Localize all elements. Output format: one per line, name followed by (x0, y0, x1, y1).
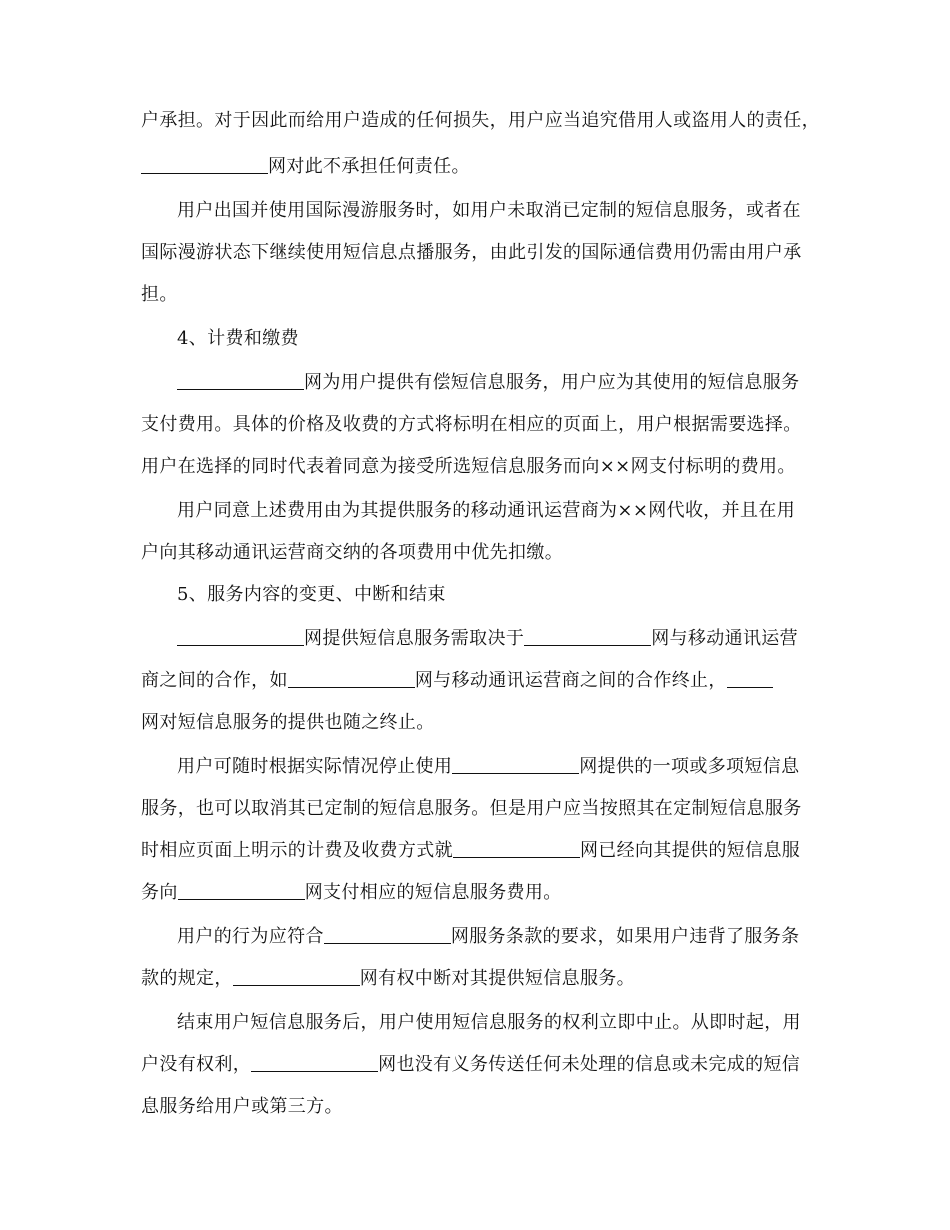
text-line (141, 792, 816, 826)
text-line (177, 622, 816, 656)
text-line (141, 876, 816, 910)
text-line (177, 494, 816, 528)
line-text: 支付费用。具体的价格及收费的方式将标明在相应的页面上，用户根据需要选择。 (141, 414, 802, 435)
line-text: 时相应页面上明示的计费及收费方式就 (141, 840, 453, 861)
line-text: 网与移动通讯运营 (651, 628, 799, 649)
line-text: 用户的行为应符合 (177, 926, 324, 947)
line-text: 国际漫游状态下继续使用短信息点播服务，由此引发的国际通信费用仍需由用户承 (141, 242, 802, 263)
text-line (177, 750, 816, 784)
text-line (177, 366, 816, 400)
fill-in-blank (251, 1049, 378, 1072)
text-line (177, 194, 816, 228)
line-text: 网提供短信息服务需取决于 (304, 628, 525, 649)
fill-in-blank (141, 151, 268, 174)
text-line (141, 536, 816, 570)
text-line (141, 1090, 816, 1124)
fill-in-blank (727, 665, 773, 688)
heading-text: 5、服务内容的变更、中断和结束 (177, 584, 446, 605)
fill-in-blank (177, 367, 304, 390)
text-line (141, 962, 816, 996)
fill-in-blank (524, 623, 651, 646)
line-text: 户向其移动通讯运营商交纳的各项费用中优先扣缴。 (141, 542, 564, 563)
line-text: 网已经向其提供的短信息服 (579, 840, 801, 861)
line-text: 网支付相应的短信息服务费用。 (304, 882, 562, 903)
fill-in-blank (178, 877, 305, 900)
text-line (141, 278, 816, 312)
text-line (141, 1048, 816, 1082)
text-line (177, 920, 816, 954)
fill-in-blank (452, 751, 579, 774)
line-text: 服务，也可以取消其已定制的短信息服务。但是用户应当按照其在定制短信息服务 (141, 798, 802, 819)
line-text: 网对短信息服务的提供也随之终止。 (141, 712, 435, 733)
text-line (141, 408, 816, 442)
line-text: 网服务条款的要求，如果用户违背了服务条 (450, 926, 800, 947)
text-line (141, 706, 816, 740)
fill-in-blank (177, 623, 304, 646)
line-text: 用户在选择的同时代表着同意为接受所选短信息服务而向××网支付标明的费用。 (141, 456, 796, 477)
line-text: 网对此不承担任何责任。 (268, 156, 470, 177)
line-text: 用户可随时根据实际情况停止使用 (177, 756, 453, 777)
line-text: 网提供的一项或多项短信息 (579, 756, 800, 777)
line-text: 户没有权利， (141, 1054, 252, 1075)
line-text: 网与移动通讯运营商之间的合作终止， (414, 670, 727, 691)
fill-in-blank (324, 921, 451, 944)
text-line (141, 150, 816, 184)
fill-in-blank (233, 963, 360, 986)
line-text: 网有权中断对其提供短信息服务。 (359, 968, 635, 989)
heading-text: 4、计费和缴费 (177, 328, 299, 349)
line-text: 用户出国并使用国际漫游服务时，如用户未取消已定制的短信息服务，或者在 (177, 200, 801, 221)
text-line (141, 104, 820, 138)
line-text: 担。 (141, 284, 178, 305)
line-text: 用户同意上述费用由为其提供服务的移动通讯运营商为××网代收，并且在用 (177, 500, 796, 521)
line-text: 商之间的合作，如 (141, 670, 288, 691)
text-line (141, 834, 816, 868)
line-text: 网也没有义务传送任何未处理的信息或未完成的短信 (378, 1054, 801, 1075)
line-text: 网为用户提供有偿短信息服务，用户应为其使用的短信息服务 (304, 372, 800, 393)
section-heading (177, 322, 816, 356)
fill-in-blank (453, 835, 580, 858)
fill-in-blank (288, 665, 415, 688)
line-text: 款的规定， (141, 968, 233, 989)
section-heading (177, 578, 816, 612)
line-text: 户承担。对于因此而给用户造成的任何损失，用户应当追究借用人或盗用人的责任， (141, 110, 820, 131)
line-text: 务向 (141, 882, 178, 903)
line-text: 息服务给用户或第三方。 (141, 1096, 343, 1117)
text-line (177, 1006, 816, 1040)
text-line (141, 236, 816, 270)
line-text: 结束用户短信息服务后，用户使用短信息服务的权利立即中止。从即时起，用 (177, 1012, 801, 1033)
text-line (141, 664, 816, 698)
text-line (141, 450, 816, 484)
